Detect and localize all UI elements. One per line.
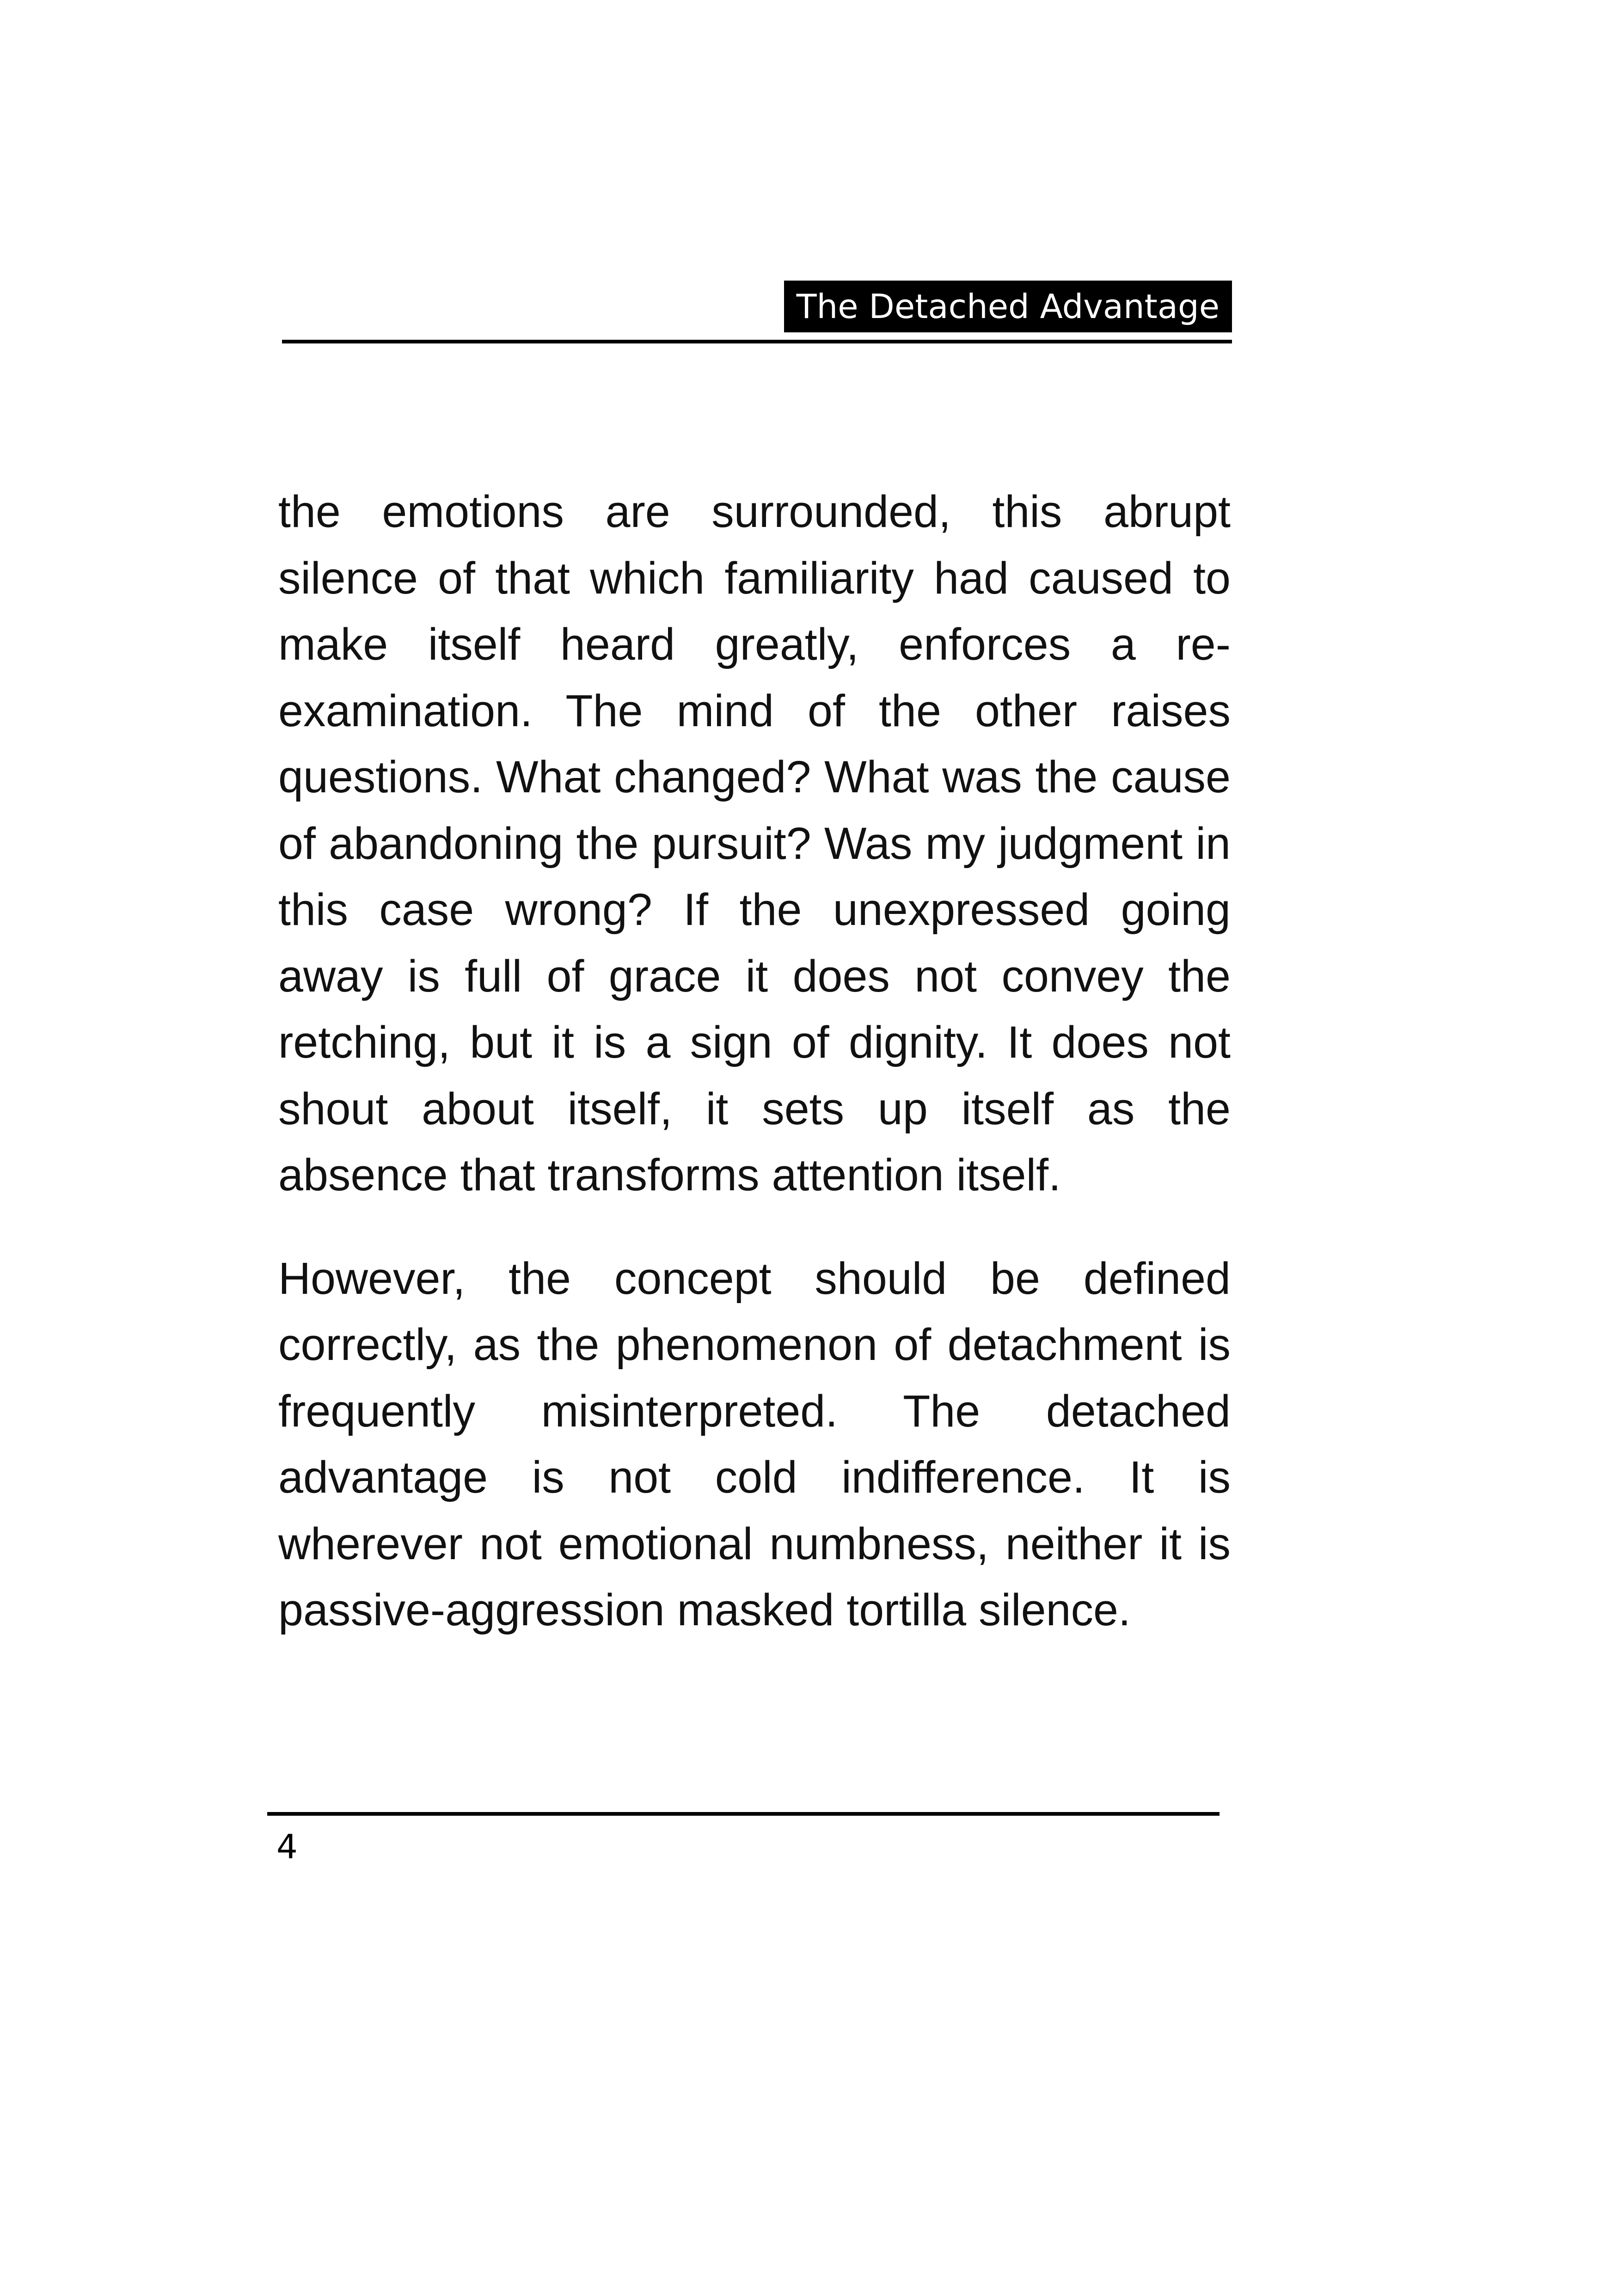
body-text — [278, 478, 1231, 1643]
footer-rule — [267, 1812, 1220, 1816]
running-header — [282, 268, 1232, 347]
running-header-title: The Detached Advantage — [784, 281, 1232, 332]
page-number: 4 — [276, 1827, 298, 1866]
header-rule — [282, 340, 1232, 343]
paragraph-1: the emotions are surrounded, this abrupt silence of that which familiarity had caused to make itself heard greatly, enforces a re-examination. The mind of the other raises questions. What changed? What was the cause of abandoning the pursuit? Was my judgment in this case wrong? If the unexpressed going away is full of grace it does not convey the retching, but it is a sign of dignity. It does not shout about itself, it sets up itself as the absence that transforms attention itself. — [278, 486, 1231, 1200]
paragraph-2: However, the concept should be defined correctly, as the phenomenon of detachment is frequently misinterpreted. The detached advantage is not cold indifference. It is wherever not emotional numbness, neither it is passive-aggression masked tortilla silence. — [278, 1253, 1231, 1635]
